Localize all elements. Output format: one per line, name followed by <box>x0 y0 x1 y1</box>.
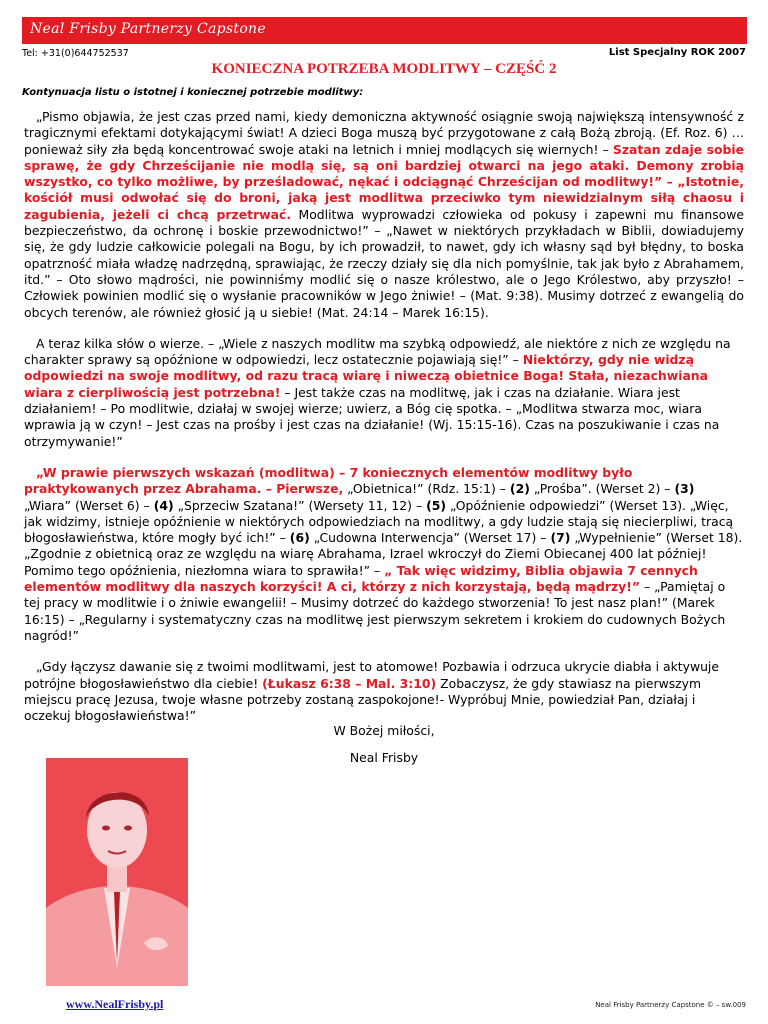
p3-text-b: „Obietnica!” (Rdz. 15:1) – <box>347 481 506 497</box>
p3-text-h: „Wypełnienie” (Werset 18). „Zgodnie z obietnicą oraz ze względu na wiarę Abrahama, Izrael wkroczył do Ziemi Obiecanej 400 lat później! Pomimo tego opóźnienia, niezłomna wiara to sprawiła!” – <box>24 530 743 578</box>
p1-text-c: Modlitwa wyprowadzi człowieka od pokusy i zapewni mu finansowe bezpieczeństwo, da ochronę i boskie przewodnictwo!” – „Nawet w niektórych przykładach w Biblii, dowiadujemy się, że gdy ludzie całkowicie polegali na Bogu, by ich prowadził, to nawet, gdy ich własny sąd był błędny, to boska opatrzność miała władzę nadrzędną, sprawiając, że rzeczy działy się dla nich pomyślnie, tak jak było z Abrahamem, itd.” – Oto słowo mądrości, nie powinniśmy modlić się o nasze królestwo, ale o Jego Królestwo, aby przyszło! – Człowiek powinien modlić się o wysłanie pracowników w Jego żniwie! – (Mat. 9:38). Musimy dotrzeć z ewangelią do obcych terenów, ale również głosić ją u siebie! (Mat. 24:14 – Marek 16:15). <box>24 206 744 320</box>
p2-red-emphasis: Niektórzy, gdy nie widzą odpowiedzi na swoje modlitwy, od razu tracą wiarę i niweczą obietnice Boga! Stała, niezachwiana wiara z cierpliwością jest potrzebna! <box>24 352 708 400</box>
paragraph-2 <box>24 336 744 450</box>
page-title: KONIECZNA POTRZEBA MODLITWY – CZĘŚĆ 2 <box>211 61 557 77</box>
header-banner <box>22 17 747 44</box>
p1-text-a: „Pismo objawia, że jest czas przed nami, kiedy demoniczna aktywność osiągnie swoją największą intensywność z tragicznymi efektami dotykającymi świat! A dzieci Boga muszą być przygotowane z całą Bożą zbroją. (Ef. Roz. 6) … ponieważ siły zła będą koncentrować swoje ataki na letnich i mniej modlących się wiernych! – <box>24 109 744 157</box>
paragraph-1 <box>24 109 744 321</box>
p3-text-e: „Sprzeciw Szatana!” (Wersety 11, 12) – <box>177 497 423 513</box>
phone-number: Tel: +31(0)644752537 <box>22 48 129 59</box>
p3-text-f: „Opóźnienie odpowiedzi” (Werset 13). „Więc, jak widzimy, istnieje opóźnienie w niektórych odpowiedziach na modlitwy, a gdy ludzie stają się niecierpliwi, tracą błogosławieństwa, które mogły być ich!” – <box>24 497 734 546</box>
letter-body <box>24 109 744 739</box>
p3-text-c: „Prośba”. (Werset 2) – <box>533 481 671 497</box>
paragraph-4 <box>24 659 744 724</box>
website-link[interactable]: www.NealFrisby.pl <box>66 997 164 1011</box>
p3-num-6: (6) <box>289 530 310 546</box>
p3-num-2: (2) <box>509 481 530 497</box>
signature-name: Neal Frisby <box>349 750 419 765</box>
issue-label: List Specjalny ROK 2007 <box>608 47 746 58</box>
p3-red-intro: „W prawie pierwszych wskazań (modlitwa) – 7 koniecznych elementów modlitwy było praktykowanych przez Abrahama. – Pierwsze, <box>24 464 633 497</box>
p2-text-a: A teraz kilka słów o wierze. – „Wiele z naszych modlitw ma szybką odpowiedź, ale niektóre z nich ze względu na charakter sprawy są opóźnione w odpowiedzi, lecz ostatecznie pojawiają się!” – <box>24 335 731 368</box>
p3-num-3: (3) <box>674 481 695 497</box>
closing-greeting: W Bożej miłości, <box>333 723 435 738</box>
p4-red-reference: (Łukasz 6:38 – Mal. 3:10) <box>262 675 437 691</box>
footer-copyright: Neal Frisby Partnerzy Capstone © – sw.009 <box>595 1001 746 1009</box>
portrait-image <box>46 758 188 986</box>
p3-num-4: (4) <box>153 497 174 513</box>
p3-text-j: – „Pamiętaj o tej pracy w modlitwie i o żniwie ewangelii! – Musimy dotrzeć do każdego stworzenia! To jest nasz plan!” (Marek 16:15) – „Regularny i systematyczny czas na modlitwę jest pierwszym sekretem i krokiem do cudownych Bożych nagród!” <box>24 579 726 643</box>
p3-num-7: (7) <box>550 530 571 546</box>
banner-title: Neal Frisby Partnerzy Capstone <box>30 21 266 37</box>
p3-num-5: (5) <box>426 497 447 513</box>
p4-text-a: „Gdy łączysz dawanie się z twoimi modlitwami, jest to atomowe! Pozbawia i odrzuca ukrycie diabła i aktywuje potrójne błogosławieństwo dla ciebie! <box>24 659 719 691</box>
p3-text-d: „Wiara” (Werset 6) – <box>24 497 150 513</box>
p3-text-g: „Cudowna Interwencja” (Werset 17) – <box>313 530 547 546</box>
page-subtitle: Kontynuacja listu o istotnej i koniecznej potrzebie modlitwy: <box>22 87 364 98</box>
paragraph-3 <box>24 465 744 644</box>
p1-red-emphasis: Szatan zdaje sobie sprawę, że gdy Chrześcijanie nie modlą się, są oni bardziej otwarci na jego ataki. Demony zrobią wszystko, co tylko możliwe, by prześladować, nękać i odciągnąć Chrześcijan od modlitwy!” – „Istotnie, kościół musi odwołać się do broni, jaką jest modlitwa przeciwko tym niewidzialnym siłą chaosu i zagubienia, jeżeli ci chcą przetrwać. <box>24 141 744 222</box>
p4-text-c: Zobaczysz, że gdy stawiasz na pierwszym miejscu pracę Jezusa, twoje własne potrzeby zostaną zaspokojone!- Wypróbuj Mnie, powiedział Pan, działaj i oczekuj błogosławieństwa!” <box>24 675 702 724</box>
p2-text-c: – Jest także czas na modlitwę, jak i czas na działanie. Wiara jest działaniem! – Po modlitwie, działaj w swojej wierze; uwierz, a Bóg cię spotka. – „Modlitwa stwarza moc, wiara wprawia ją w czyn! – Jest czas na prośby i jest czas na działanie! (Wj. 15:15-16). Czas na poszukiwanie i czas na otrzymywanie!” <box>24 384 720 449</box>
portrait-photo <box>46 758 188 986</box>
p3-red-emphasis: „ Tak więc widzimy, Biblia objawia 7 cennych elementów modlitwy dla naszych korzyści! A ci, którzy z nich korzystają, będą mądrzy!” <box>24 562 698 595</box>
